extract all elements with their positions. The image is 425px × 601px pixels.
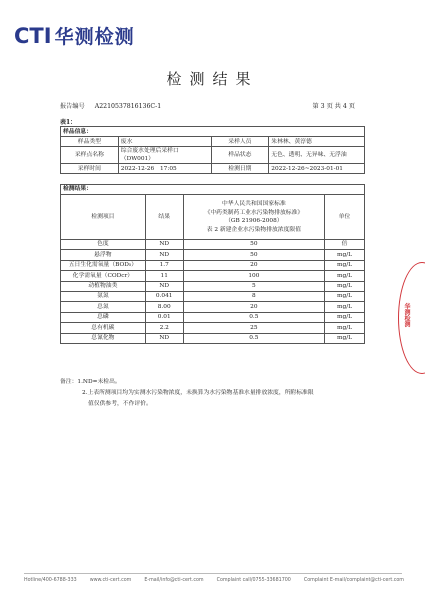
cell-unit: mg/L: [325, 333, 365, 343]
cell-unit: mg/L: [325, 312, 365, 322]
cell-item: 化学需氧量（CODcr）: [61, 271, 146, 281]
cell-item: 总磷: [61, 312, 146, 322]
cell-result: 1.7: [145, 260, 183, 270]
standard-line: 中华人民共和国国家标准: [221, 201, 286, 207]
cell-item: 总有机碳: [61, 323, 146, 333]
sample-info-table: [60, 126, 365, 174]
standard-line: （GB 21906-2008）: [225, 218, 283, 224]
footer-hotline: Hotline/400-6788-333: [24, 578, 77, 583]
cell-unit: mg/L: [325, 271, 365, 281]
cell-item: 五日生化需氧量（BOD₅）: [61, 260, 146, 270]
info-label: 检测日期: [211, 164, 269, 174]
table-row: [61, 281, 365, 291]
cell-item: 悬浮物: [61, 250, 146, 260]
note-line: 值仅供参考，不作评价。: [88, 401, 152, 407]
cell-item: 动植物油类: [61, 281, 146, 291]
logo-brand: CTI: [14, 23, 52, 48]
cell-result: 2.2: [145, 323, 183, 333]
info-value: 2022-12-26 17:05: [118, 164, 211, 174]
table-row: [61, 240, 365, 250]
company-logo: [14, 22, 135, 49]
results-table: [60, 184, 365, 344]
column-header-unit: 单位: [325, 195, 365, 240]
cell-limit: 50: [183, 240, 324, 250]
note-line: 1.ND=未检出。: [77, 379, 121, 385]
cell-unit: mg/L: [325, 291, 365, 301]
cell-unit: mg/L: [325, 302, 365, 312]
column-header-result: 结果: [145, 195, 183, 240]
table-row: [61, 312, 365, 322]
table-row: [61, 291, 365, 301]
footer-complaint-call: Complaint call/0755-33681700: [216, 578, 291, 583]
cell-unit: 倍: [325, 240, 365, 250]
report-number: [60, 101, 161, 110]
standard-line: 表 2 新建企业水污染物排放浓度限值: [206, 226, 302, 233]
report-number-label: 报告编号: [60, 103, 85, 110]
info-label: 样品类型: [61, 137, 119, 147]
cell-item: 总氰化物: [61, 333, 146, 343]
note-line: 2.上表所测项目均为实测水污染物浓度，未换算为水污染物基准水量排放浓度，所附标准限: [82, 390, 314, 396]
cell-result: 0.01: [145, 312, 183, 322]
cell-limit: 0.5: [183, 312, 324, 322]
logo-cn-name: 华测检测: [54, 26, 135, 48]
table-row: [61, 250, 365, 260]
table-row: [61, 271, 365, 281]
cell-result: ND: [145, 240, 183, 250]
table-row: [61, 333, 365, 343]
report-number-value: A2210537816136C-1: [94, 103, 162, 110]
cell-unit: mg/L: [325, 250, 365, 260]
footer-email: E-mail/info@cti-cert.com: [144, 578, 204, 583]
info-value: 无色、透明、无异味、无浮油: [269, 147, 365, 164]
cell-limit: 0.5: [183, 333, 324, 343]
page-title: 检测结果: [166, 70, 259, 88]
cell-limit: 20: [183, 302, 324, 312]
cell-result: 8.00: [145, 302, 183, 312]
notes: [60, 377, 380, 410]
cell-item: 氨氮: [61, 291, 146, 301]
column-header-item: 检测项目: [61, 195, 146, 240]
official-stamp: [398, 262, 425, 374]
results-heading: 检测结果：: [61, 185, 365, 195]
page-indicator: 第 3 页 共 4 页: [312, 103, 355, 110]
info-value: 综合废水处理后采样口（DW001）: [118, 147, 211, 164]
cell-limit: 25: [183, 323, 324, 333]
cell-result: ND: [145, 333, 183, 343]
sample-info-heading: 样品信息：: [61, 127, 365, 137]
cell-limit: 20: [183, 260, 324, 270]
table-row: [61, 323, 365, 333]
cell-item: 总氮: [61, 302, 146, 312]
footer-web: www.cti-cert.com: [89, 578, 132, 583]
cell-item: 色度: [61, 240, 146, 250]
cell-limit: 50: [183, 250, 324, 260]
cell-unit: mg/L: [325, 323, 365, 333]
info-label: 样品状态: [211, 147, 269, 164]
footer-complaint-email: Complaint E-mail/complaint@cti-cert.com: [303, 578, 404, 583]
cell-unit: mg/L: [325, 281, 365, 291]
footer: [24, 578, 404, 583]
info-label: 采样点名称: [61, 147, 119, 164]
stamp-text: 华测检测: [403, 303, 410, 327]
info-value: 朱林林、黄淳德: [269, 137, 365, 147]
cell-result: 0.041: [145, 291, 183, 301]
cell-result: 11: [145, 271, 183, 281]
cell-unit: mg/L: [325, 260, 365, 270]
table-row: [61, 260, 365, 270]
cell-limit: 8: [183, 291, 324, 301]
table-label: 表1：: [60, 119, 77, 126]
info-value: 2022-12-26~2023-01-01: [269, 164, 365, 174]
footer-divider: [24, 573, 402, 574]
info-value: 废水: [118, 137, 211, 147]
info-label: 采样人员: [211, 137, 269, 147]
info-label: 采样时间: [61, 164, 119, 174]
table-row: [61, 302, 365, 312]
column-header-standard: [183, 195, 324, 240]
cell-limit: 100: [183, 271, 324, 281]
notes-label: 备注：: [60, 379, 78, 385]
cell-result: ND: [145, 250, 183, 260]
cell-result: ND: [145, 281, 183, 291]
standard-line: 《中药类制药工业水污染物排放标准》: [204, 209, 304, 216]
cell-limit: 5: [183, 281, 324, 291]
